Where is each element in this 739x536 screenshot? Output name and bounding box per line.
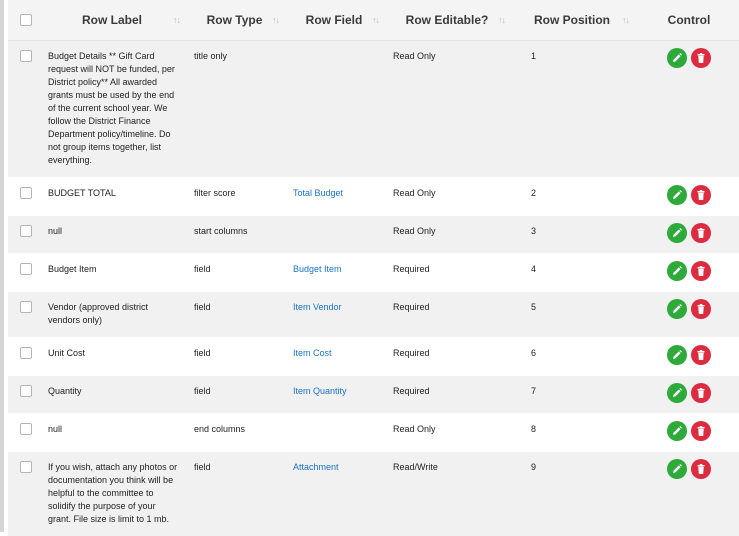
edit-button[interactable] (667, 299, 687, 319)
trash-icon (695, 52, 707, 64)
row-type-cell: field (190, 253, 289, 291)
delete-button[interactable] (691, 459, 711, 479)
row-field-cell (289, 413, 389, 451)
row-checkbox[interactable] (20, 301, 32, 313)
column-header-row-position[interactable] (515, 0, 639, 40)
row-label-cell: Budget Details ** Gift Card request will NOT be funded, per District policy** All awarded grants must be used by the end of the current school year. We follow the District Finance Department policy/timeline. Do not group items together, list everything. (44, 40, 190, 177)
row-field-cell (289, 337, 389, 375)
row-control-cell (639, 337, 739, 375)
sort-icon[interactable]: ↑↓ (372, 15, 379, 25)
row-field-cell (289, 215, 389, 253)
row-field-cell (289, 291, 389, 337)
row-checkbox[interactable] (20, 187, 32, 199)
row-editable-cell: Read/Write (389, 451, 515, 536)
row-type-cell: field (190, 451, 289, 536)
table-row (8, 253, 739, 291)
sort-icon[interactable]: ↑↓ (622, 15, 629, 25)
row-type-cell: field (190, 291, 289, 337)
row-position-cell: 1 (515, 40, 639, 177)
trash-icon (695, 265, 707, 277)
row-select-cell (8, 337, 44, 375)
table-row (8, 291, 739, 337)
trash-icon (695, 189, 707, 201)
pencil-icon (671, 265, 683, 277)
row-editable-cell: Read Only (389, 177, 515, 215)
delete-button[interactable] (691, 421, 711, 441)
row-position-cell: 5 (515, 291, 639, 337)
rows-table (8, 0, 739, 536)
pencil-icon (671, 303, 683, 315)
table-row (8, 451, 739, 536)
row-select-cell (8, 253, 44, 291)
row-control-cell (639, 413, 739, 451)
edit-button[interactable] (667, 459, 687, 479)
trash-icon (695, 227, 707, 239)
pencil-icon (671, 425, 683, 437)
row-field-cell (289, 253, 389, 291)
delete-button[interactable] (691, 48, 711, 68)
trash-icon (695, 349, 707, 361)
row-select-cell (8, 215, 44, 253)
row-field-link[interactable]: Item Cost (293, 347, 332, 358)
row-control-cell (639, 253, 739, 291)
column-header-label: Row Field (305, 12, 363, 27)
row-checkbox[interactable] (20, 50, 32, 62)
row-label-cell: null (44, 413, 190, 451)
row-label-cell: Quantity (44, 375, 190, 413)
row-field-link[interactable]: Item Quantity (293, 385, 347, 396)
trash-icon (695, 425, 707, 437)
row-editable-cell: Read Only (389, 40, 515, 177)
row-editable-cell: Required (389, 337, 515, 375)
delete-button[interactable] (691, 185, 711, 205)
edit-button[interactable] (667, 383, 687, 403)
delete-button[interactable] (691, 345, 711, 365)
row-control-cell (639, 215, 739, 253)
column-header-row-type[interactable] (190, 0, 289, 40)
row-position-cell: 7 (515, 375, 639, 413)
column-header-row-field[interactable] (289, 0, 389, 40)
trash-icon (695, 387, 707, 399)
edit-button[interactable] (667, 223, 687, 243)
trash-icon (695, 463, 707, 475)
column-header-row-editable[interactable] (389, 0, 515, 40)
pencil-icon (671, 52, 683, 64)
edit-button[interactable] (667, 261, 687, 281)
row-checkbox[interactable] (20, 423, 32, 435)
table-row (8, 337, 739, 375)
row-control-cell (639, 291, 739, 337)
table-row (8, 375, 739, 413)
row-position-cell: 2 (515, 177, 639, 215)
column-header-label: Control (667, 12, 711, 27)
pencil-icon (671, 189, 683, 201)
row-control-cell (639, 451, 739, 536)
row-checkbox[interactable] (20, 461, 32, 473)
row-checkbox[interactable] (20, 385, 32, 397)
column-header-row-label[interactable] (44, 0, 190, 40)
table-row (8, 215, 739, 253)
row-checkbox[interactable] (20, 263, 32, 275)
edit-button[interactable] (667, 345, 687, 365)
rows-body (8, 40, 739, 536)
row-label-cell: null (44, 215, 190, 253)
row-control-cell (639, 177, 739, 215)
row-field-cell (289, 40, 389, 177)
table-row (8, 413, 739, 451)
row-field-link[interactable]: Budget Item (293, 263, 342, 274)
row-checkbox[interactable] (20, 347, 32, 359)
edit-button[interactable] (667, 185, 687, 205)
sort-icon[interactable]: ↑↓ (173, 15, 180, 25)
column-header-label: Row Editable? (405, 12, 489, 27)
row-editable-cell: Required (389, 375, 515, 413)
row-editable-cell: Read Only (389, 413, 515, 451)
row-field-link[interactable]: Total Budget (293, 187, 344, 198)
row-type-cell: field (190, 337, 289, 375)
column-header-control (639, 0, 739, 40)
row-select-cell (8, 291, 44, 337)
sort-icon[interactable]: ↑↓ (498, 15, 505, 25)
column-header-label: Row Label (81, 12, 142, 27)
row-field-cell (289, 451, 389, 536)
trash-icon (695, 303, 707, 315)
row-position-cell: 6 (515, 337, 639, 375)
row-type-cell: title only (190, 40, 289, 177)
pencil-icon (671, 227, 683, 239)
select-all-checkbox[interactable] (20, 14, 32, 26)
pencil-icon (671, 463, 683, 475)
delete-button[interactable] (691, 261, 711, 281)
row-label-cell: Unit Cost (44, 337, 190, 375)
row-position-cell: 9 (515, 451, 639, 536)
row-control-cell (639, 40, 739, 177)
column-header-label: Row Position (534, 12, 610, 27)
row-label-cell: Budget Item (44, 253, 190, 291)
select-all-header (8, 0, 44, 40)
row-editable-cell: Required (389, 291, 515, 337)
row-select-cell (8, 375, 44, 413)
edit-button[interactable] (667, 48, 687, 68)
delete-button[interactable] (691, 299, 711, 319)
row-label-cell: BUDGET TOTAL (44, 177, 190, 215)
row-field-cell (289, 375, 389, 413)
row-select-cell (8, 413, 44, 451)
row-type-cell: field (190, 375, 289, 413)
row-label-cell: Vendor (approved district vendors only) (44, 291, 190, 337)
row-editable-cell: Read Only (389, 215, 515, 253)
row-type-cell: end columns (190, 413, 289, 451)
row-select-cell (8, 451, 44, 536)
table-row (8, 177, 739, 215)
column-header-label: Row Type (206, 12, 263, 27)
sort-icon[interactable]: ↑↓ (272, 15, 279, 25)
pencil-icon (671, 349, 683, 361)
row-field-link[interactable]: Attachment (293, 461, 339, 472)
row-position-cell: 4 (515, 253, 639, 291)
edit-button[interactable] (667, 421, 687, 441)
delete-button[interactable] (691, 223, 711, 243)
row-type-cell: start columns (190, 215, 289, 253)
row-field-cell (289, 177, 389, 215)
row-position-cell: 3 (515, 215, 639, 253)
row-editable-cell: Required (389, 253, 515, 291)
row-select-cell (8, 40, 44, 177)
table-row (8, 40, 739, 177)
delete-button[interactable] (691, 383, 711, 403)
pencil-icon (671, 387, 683, 399)
row-control-cell (639, 375, 739, 413)
header-row (8, 0, 739, 40)
row-label-cell: If you wish, attach any photos or documentation you think will be helpful to the committee to solidify the purpose of your grant. File size is limit to 1 mb. (44, 451, 190, 536)
row-select-cell (8, 177, 44, 215)
row-type-cell: filter score (190, 177, 289, 215)
row-checkbox[interactable] (20, 225, 32, 237)
row-position-cell: 8 (515, 413, 639, 451)
row-field-link[interactable]: Item Vendor (293, 301, 342, 312)
